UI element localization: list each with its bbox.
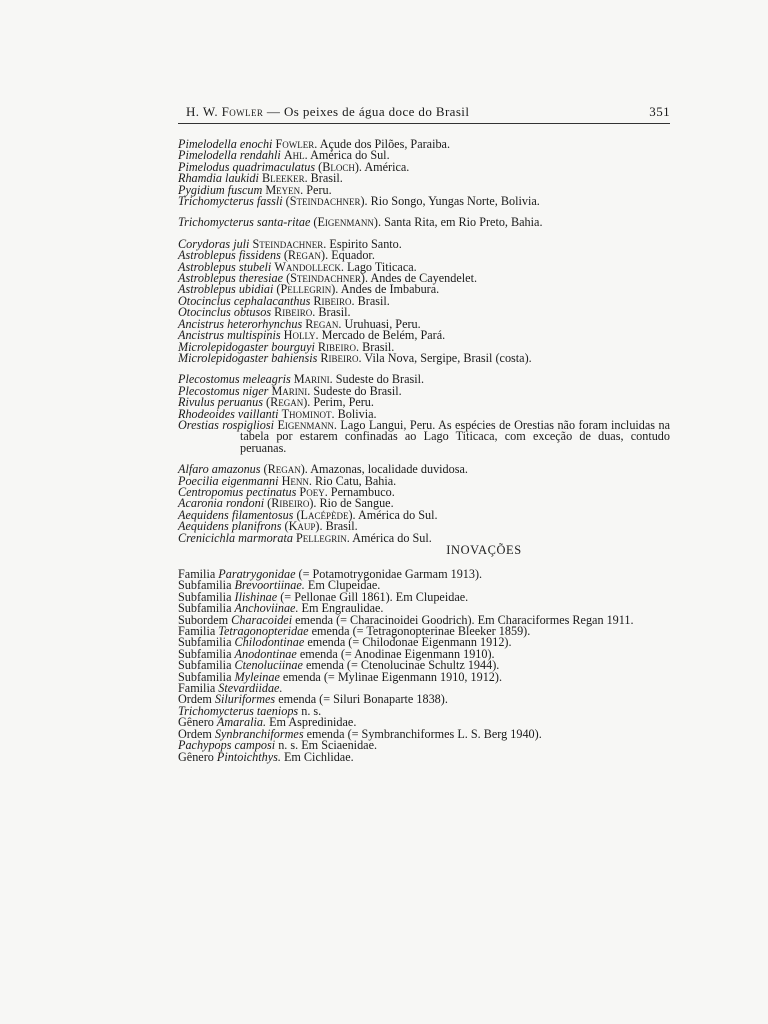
species-name: Ancistrus multispinis [178, 328, 281, 343]
taxon-rank: Subfamilia [178, 589, 232, 604]
taxon-name: Amaralia. [216, 715, 267, 730]
taxon-rank: Subfamilia [178, 646, 232, 661]
species-locality: América do Sul. [352, 530, 432, 545]
species-name: Aequidens planifrons [178, 519, 282, 534]
species-locality: Lago Titicaca. [346, 259, 417, 274]
species-entry [178, 217, 670, 228]
species-author: Pellegrin. [296, 530, 350, 545]
taxon-name: Pintoichthys. [216, 749, 281, 764]
species-name: Plecostomus meleagris [178, 372, 291, 387]
species-list [178, 139, 670, 763]
page-number: 351 [649, 104, 670, 119]
header-title: — Os peixes de água doce do Brasil [266, 104, 470, 119]
species-locality: América do Sul. [310, 148, 390, 163]
innovations-heading: INOVAÇÕES [446, 543, 522, 557]
species-name: Acaronia rondoni [178, 496, 265, 511]
species-name: Astroblepus theresiae [178, 271, 284, 286]
species-author: Bleeker. [261, 171, 308, 186]
species-name: Astroblepus stubeli [178, 259, 272, 274]
running-head-title [186, 104, 469, 120]
species-name: Rhodeoides vaillanti [178, 406, 279, 421]
species-locality: Amazonas, localidade duvidosa. [310, 462, 468, 477]
species-entry [178, 417, 670, 455]
species-locality: Mercado de Belém, Pará. [321, 328, 446, 343]
taxon-rank: Subfamilia [178, 601, 232, 616]
species-locality: Pernambuco. [330, 484, 395, 499]
species-locality: Vila Nova, Sergipe, Brasil (costa). [364, 350, 532, 365]
species-locality: Rio de Sangue. [319, 496, 394, 511]
header-author: H. W. Fowler [186, 104, 264, 119]
species-author: (Regan). [263, 462, 308, 477]
species-author: (Pellegrin). [276, 282, 339, 297]
taxon-rank: Subfamilia [178, 578, 232, 593]
species-author: (Ribeiro). [267, 496, 317, 511]
species-name: Pimelodus quadrimaculatus [178, 159, 316, 174]
header-rule [178, 123, 670, 124]
species-locality: Equador. [331, 248, 375, 263]
taxon-note: emenda (= Symbranchiformes L. S. Berg 1940). [306, 726, 542, 741]
species-locality: Sudeste do Brasil. [313, 383, 402, 398]
species-locality: Brasil. [357, 293, 390, 308]
species-locality: Andes de Imbabura. [340, 282, 440, 297]
species-locality: Bolivia. [337, 406, 377, 421]
species-author: Poey. [299, 484, 328, 499]
species-locality: Peru. [306, 182, 332, 197]
species-author: Steindachner. [252, 236, 327, 251]
taxon-note: emenda (= Characinoidei Goodrich). Em Characiformes Regan 1911. [295, 612, 634, 627]
taxon-rank: Familia [178, 624, 216, 639]
species-name: Plecostomus niger [178, 383, 269, 398]
species-author: Meyen. [265, 182, 304, 197]
species-name: Pygidium fuscum [178, 182, 263, 197]
species-name: Astroblepus fissidens [178, 248, 281, 263]
species-entry [178, 530, 670, 545]
species-author: (Steindachner). [286, 271, 369, 286]
innovations-list [178, 569, 670, 763]
species-name: Otocinclus cephalacanthus [178, 293, 311, 308]
taxon-rank: Subfamilia [178, 669, 232, 684]
species-author: Henn. [281, 473, 312, 488]
species-name: Astroblepus ubidiai [178, 282, 274, 297]
taxon-note: n. s. [301, 703, 322, 718]
taxon-name: Anodontinae [234, 646, 297, 661]
taxon-note: Em Clupeidae. [307, 578, 381, 593]
taxon-name: Myleinae [234, 669, 280, 684]
species-author: (Kaup). [284, 519, 323, 534]
taxon-name: Brevoortiinae. [234, 578, 305, 593]
species-locality: América. [364, 159, 410, 174]
taxon-note: emenda (= Ctenolucinae Schultz 1944). [305, 658, 500, 673]
species-locality: Açude dos Pilões, Paraiba. [319, 137, 451, 151]
taxon-rank: Gênero [178, 749, 214, 764]
species-name: Rhamdia laukidi [178, 171, 259, 186]
species-author: (Lacépède). [296, 507, 356, 522]
taxon-note: emenda (= Tetragonopterinae Bleeker 1859). [311, 624, 531, 639]
taxon-name: Siluriformes [214, 692, 276, 707]
species-locality: Sudeste do Brasil. [335, 372, 425, 387]
species-name: Trichomycterus fassli [178, 194, 283, 209]
species-locality: América do Sul. [357, 507, 438, 522]
taxon-note: Em Aspredinidae. [269, 715, 357, 730]
species-locality: Brasil. [318, 305, 351, 320]
species-name: Poecilia eigenmanni [178, 473, 279, 488]
species-locality: Rio Catu, Bahia. [314, 473, 397, 488]
species-entry [178, 196, 670, 207]
species-name: Centropomus pectinatus [178, 484, 297, 499]
taxon-note: (= Potamotrygonidae Garmam 1913). [298, 567, 483, 581]
taxon-rank: Familia [178, 567, 216, 581]
species-locality: Lago Langui, Peru. As espécies de Orestias não foram incluidas na tabela por estarem confinadas ao Lago Titicaca, com exceção de duas, contudo peruanas. [240, 417, 670, 455]
species-author: Thominot. [281, 406, 335, 421]
species-name: Orestias rospigliosi [178, 417, 274, 432]
species-name: Alfaro amazonus [178, 462, 261, 477]
species-name: Trichomycterus santa-ritae [178, 215, 311, 230]
species-author: (Regan). [283, 248, 329, 263]
taxon-name: Characoidei [231, 612, 293, 627]
taxon-note: (= Pellonae Gill 1861). Em Clupeidae. [280, 589, 469, 604]
species-name: Aequidens filamentosus [178, 507, 294, 522]
taxon-note: emenda (= Chilodonae Eigenmann 1912). [307, 635, 512, 650]
taxon-name: Tetragonopteridae [218, 624, 309, 639]
species-author: Ahl. [283, 148, 308, 163]
species-author: (Bloch). [318, 159, 362, 174]
taxon-name: Chilodontinae [234, 635, 305, 650]
taxon-rank: Gênero [178, 715, 214, 730]
taxon-note: Em Engraulidae. [301, 601, 384, 616]
species-name: Pimelodella enochi [178, 137, 273, 151]
species-author: (Eigenmann). [313, 215, 382, 230]
species-locality: Brasil. [325, 519, 358, 534]
species-locality: Rio Songo, Yungas Norte, Bolivia. [370, 194, 540, 209]
taxon-rank: Familia [178, 681, 216, 696]
species-author: Fowler. [275, 137, 318, 151]
species-author: Wandolleck. [274, 259, 344, 274]
species-entry [178, 350, 670, 365]
species-author: Marini. [271, 383, 311, 398]
species-author: Ribeiro. [317, 339, 360, 354]
taxon-name: Pachypops camposi [178, 738, 276, 753]
species-author: (Regan). [266, 395, 311, 410]
species-name: Corydoras juli [178, 236, 250, 251]
species-author: Ribeiro. [274, 305, 316, 320]
species-author: Regan. [305, 316, 342, 331]
species-entries [178, 139, 670, 544]
taxon-name: Synbranchiformes [214, 726, 304, 741]
innovation-entry [178, 749, 670, 764]
species-locality: Espirito Santo. [329, 236, 402, 251]
taxon-note: n. s. Em Sciaenidae. [278, 738, 378, 753]
species-author: Ribeiro. [313, 293, 355, 308]
species-name: Otocinclus obtusos [178, 305, 272, 320]
species-author: Holly. [283, 328, 319, 343]
taxon-note: emenda (= Anodinae Eigenmann 1910). [299, 646, 495, 661]
taxon-note: emenda (= Siluri Bonaparte 1838). [278, 692, 448, 707]
taxon-note: emenda (= Mylinae Eigenmann 1910, 1912). [282, 669, 503, 684]
taxon-rank: Ordem [178, 726, 212, 741]
taxon-name: Ilishinae [234, 589, 278, 604]
taxon-name: Trichomycterus taeniops [178, 703, 299, 718]
species-locality: Brasil. [310, 171, 343, 186]
taxon-rank: Subfamilia [178, 635, 232, 650]
species-locality: Andes de Cayendelet. [370, 271, 478, 286]
species-name: Crenicichla marmorata [178, 530, 293, 545]
taxon-name: Ctenoluciinae [234, 658, 303, 673]
taxon-rank: Subordem [178, 612, 229, 627]
species-name: Ancistrus heterorhynchus [178, 316, 303, 331]
taxon-rank: Subfamilia [178, 658, 232, 673]
species-locality: Uruhuasi, Peru. [344, 316, 421, 331]
species-locality: Santa Rita, em Rio Preto, Bahia. [384, 215, 543, 230]
species-author: Eigenmann. [277, 417, 337, 432]
taxon-note: Em Cichlidae. [283, 749, 354, 764]
species-locality: Perim, Peru. [313, 395, 374, 410]
taxon-rank: Ordem [178, 692, 212, 707]
species-name: Microlepidogaster bourguyi [178, 339, 315, 354]
taxon-name: Stevardiidae. [218, 681, 283, 696]
species-name: Rivulus peruanus [178, 395, 263, 410]
species-name: Pimelodella rendahli [178, 148, 281, 163]
species-author: (Steindachner). [285, 194, 368, 209]
species-author: Ribeiro. [320, 350, 362, 365]
species-name: Microlepidogaster bahiensis [178, 350, 318, 365]
taxon-name: Anchoviinae. [234, 601, 299, 616]
species-author: Marini. [293, 372, 333, 387]
taxon-name: Paratrygonidae [218, 567, 296, 581]
species-locality: Brasil. [362, 339, 395, 354]
